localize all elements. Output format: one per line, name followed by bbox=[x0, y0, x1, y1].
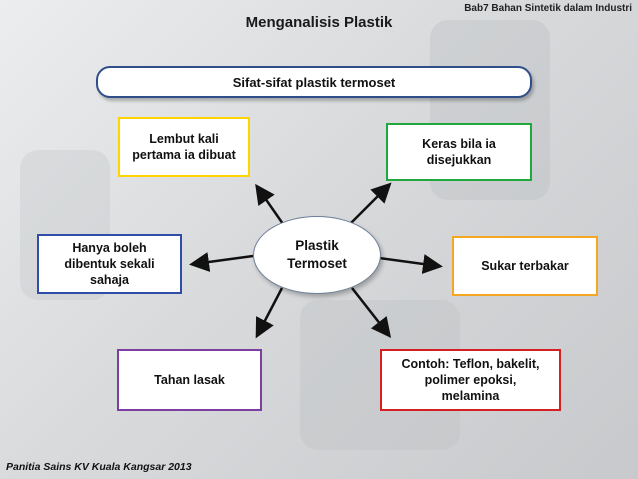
box-mid-left: Hanya boleh dibentuk sekali sahaja bbox=[37, 234, 182, 294]
footer-credit: Panitia Sains KV Kuala Kangsar 2013 bbox=[6, 461, 192, 473]
arrow-top-right bbox=[350, 186, 388, 224]
arrow-mid-left bbox=[194, 256, 253, 264]
arrow-bottom-right bbox=[352, 288, 388, 334]
chapter-tag: Bab7 Bahan Sintetik dalam Industri bbox=[464, 3, 632, 14]
box-mid-right: Sukar terbakar bbox=[452, 236, 598, 296]
box-top-right: Keras bila ia disejukkan bbox=[386, 123, 532, 181]
arrow-mid-right bbox=[379, 258, 438, 266]
arrow-top-left bbox=[258, 188, 283, 224]
box-bottom-right: Contoh: Teflon, bakelit, polimer epoksi, melamina bbox=[380, 349, 561, 411]
box-top-left: Lembut kali pertama ia dibuat bbox=[118, 117, 250, 177]
slide-title: Menganalisis Plastik bbox=[245, 14, 393, 31]
box-bottom-left: Tahan lasak bbox=[117, 349, 262, 411]
arrow-bottom-left bbox=[258, 288, 282, 334]
banner-heading: Sifat-sifat plastik termoset bbox=[96, 66, 532, 98]
center-ellipse: Plastik Termoset bbox=[253, 216, 381, 294]
